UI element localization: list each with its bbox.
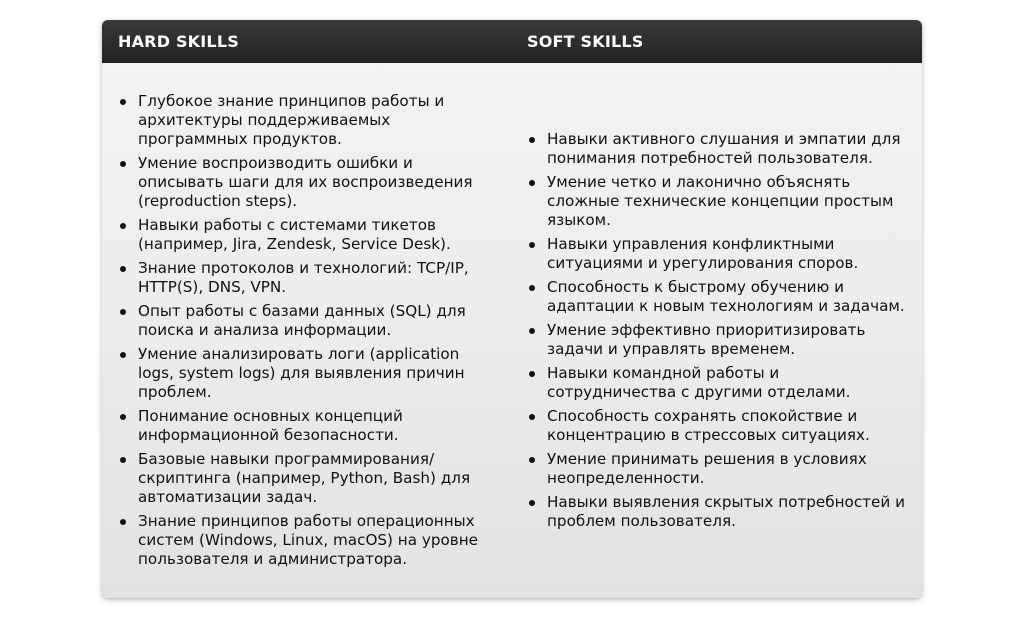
hard-skill-text: Умение анализировать логи (application logs, system logs) для выявления причин проблем. xyxy=(138,345,465,401)
hard-skills-list xyxy=(102,92,498,569)
hard-skill-item xyxy=(118,407,498,445)
hard-skill-item xyxy=(118,154,498,211)
soft-skills-column xyxy=(512,20,922,598)
hard-skill-item xyxy=(118,302,498,340)
bullet-dot-icon xyxy=(529,371,535,377)
header-hard-skills: HARD SKILLS xyxy=(118,32,239,51)
soft-skill-item xyxy=(527,235,907,273)
bullet-dot-icon xyxy=(529,500,535,506)
bullet-dot-icon xyxy=(529,137,535,143)
soft-skill-text: Умение эффективно приоритизировать задачи и управлять временем. xyxy=(547,321,866,358)
bullet-dot-icon xyxy=(529,328,535,334)
bullet-dot-icon xyxy=(120,457,126,463)
hard-skill-text: Глубокое знание принципов работы и архитектуры поддерживаемых программных продуктов. xyxy=(138,92,445,148)
hard-skill-text: Опыт работы с базами данных (SQL) для поиска и анализа информации. xyxy=(138,302,466,339)
bullet-dot-icon xyxy=(120,309,126,315)
soft-skill-item xyxy=(527,130,907,168)
header-soft-skills: SOFT SKILLS xyxy=(527,32,644,51)
bullet-dot-icon xyxy=(120,352,126,358)
soft-skills-list xyxy=(512,130,907,531)
hard-skill-text: Знание протоколов и технологий: TCP/IP, HTTP(S), DNS, VPN. xyxy=(138,259,469,296)
hard-skill-item xyxy=(118,259,498,297)
hard-skill-text: Базовые навыки программирования/скриптинга (например, Python, Bash) для автоматизации задач. xyxy=(138,450,471,506)
soft-skill-item xyxy=(527,493,907,531)
soft-skill-item xyxy=(527,450,907,488)
soft-skill-text: Навыки выявления скрытых потребностей и проблем пользователя. xyxy=(547,493,905,530)
soft-skill-text: Способность сохранять спокойствие и концентрацию в стрессовых ситуациях. xyxy=(547,407,870,444)
soft-skill-text: Умение принимать решения в условиях неопределенности. xyxy=(547,450,867,487)
bullet-dot-icon xyxy=(529,457,535,463)
bullet-dot-icon xyxy=(529,285,535,291)
hard-skills-column xyxy=(102,20,512,598)
hard-skill-item xyxy=(118,450,498,507)
soft-skill-item xyxy=(527,173,907,230)
soft-skill-item xyxy=(527,364,907,402)
hard-skill-item xyxy=(118,512,498,569)
hard-skill-item xyxy=(118,216,498,254)
soft-skill-text: Навыки активного слушания и эмпатии для понимания потребностей пользователя. xyxy=(547,130,901,167)
hard-skill-text: Понимание основных концепций информационной безопасности. xyxy=(138,407,403,444)
soft-skill-text: Умение четко и лаконично объяснять сложные технические концепции простым языком. xyxy=(547,173,894,229)
soft-skill-text: Способность к быстрому обучению и адаптации к новым технологиям и задачам. xyxy=(547,278,905,315)
soft-skill-text: Навыки командной работы и сотрудничества с другими отделами. xyxy=(547,364,851,401)
bullet-dot-icon xyxy=(529,180,535,186)
hard-skill-item xyxy=(118,92,498,149)
bullet-dot-icon xyxy=(120,414,126,420)
hard-skill-text: Умение воспроизводить ошибки и описывать шаги для их воспроизведения (reproduction steps). xyxy=(138,154,473,210)
bullet-dot-icon xyxy=(120,99,126,105)
soft-skill-text: Навыки управления конфликтными ситуациями и урегулирования споров. xyxy=(547,235,859,272)
bullet-dot-icon xyxy=(120,519,126,525)
skills-table xyxy=(102,20,922,598)
soft-skill-item xyxy=(527,278,907,316)
soft-skill-item xyxy=(527,321,907,359)
soft-skill-item xyxy=(527,407,907,445)
bullet-dot-icon xyxy=(529,242,535,248)
bullet-dot-icon xyxy=(120,161,126,167)
hard-skill-text: Знание принципов работы операционных систем (Windows, Linux, macOS) на уровне пользователя и администратора. xyxy=(138,512,479,568)
bullet-dot-icon xyxy=(529,414,535,420)
hard-skill-item xyxy=(118,345,498,402)
bullet-dot-icon xyxy=(120,223,126,229)
hard-skill-text: Навыки работы с системами тикетов (например, Jira, Zendesk, Service Desk). xyxy=(138,216,451,253)
bullet-dot-icon xyxy=(120,266,126,272)
